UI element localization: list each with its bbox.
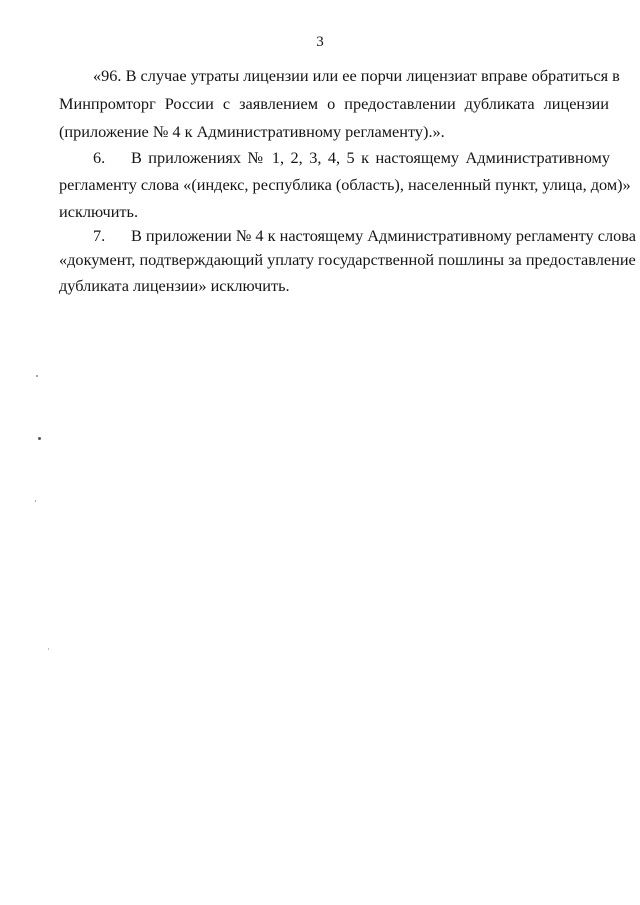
scan-speck xyxy=(48,648,49,650)
paragraph-6-line-1: В приложениях № 1, 2, 3, 4, 5 к настоящему Административному xyxy=(131,148,610,167)
page-number: 3 xyxy=(316,34,324,50)
scan-speck xyxy=(36,375,38,377)
paragraph-7-number: 7. xyxy=(93,226,106,245)
paragraph-7-line-3: дубликата лицензии» исключить. xyxy=(59,276,290,295)
scan-speck xyxy=(35,500,36,502)
paragraph-7-line-2: «документ, подтверждающий уплату государственной пошлины за предоставление xyxy=(59,250,636,269)
paragraph-6-first-line xyxy=(93,148,610,168)
paragraph-6-line-3: исключить. xyxy=(59,202,139,221)
paragraph-6-number: 6. xyxy=(93,148,106,167)
paragraph-96-line-1: «96. В случае утраты лицензии или ее порчи лицензиат вправе обратиться в xyxy=(93,66,620,85)
scan-speck xyxy=(38,437,41,440)
paragraph-7-line-1: В приложении № 4 к настоящему Административному регламенту слова xyxy=(131,226,636,245)
paragraph-6-line-2: регламенту слова «(индекс, республика (область), населенный пункт, улица, дом)» xyxy=(59,175,631,194)
paragraph-96-line-2: Минпромторг России с заявлением о предоставлении дубликата лицензии xyxy=(59,94,609,113)
paragraph-7-first-line xyxy=(93,226,636,246)
paragraph-96-line-3: (приложение № 4 к Административному регламенту).». xyxy=(59,122,445,141)
